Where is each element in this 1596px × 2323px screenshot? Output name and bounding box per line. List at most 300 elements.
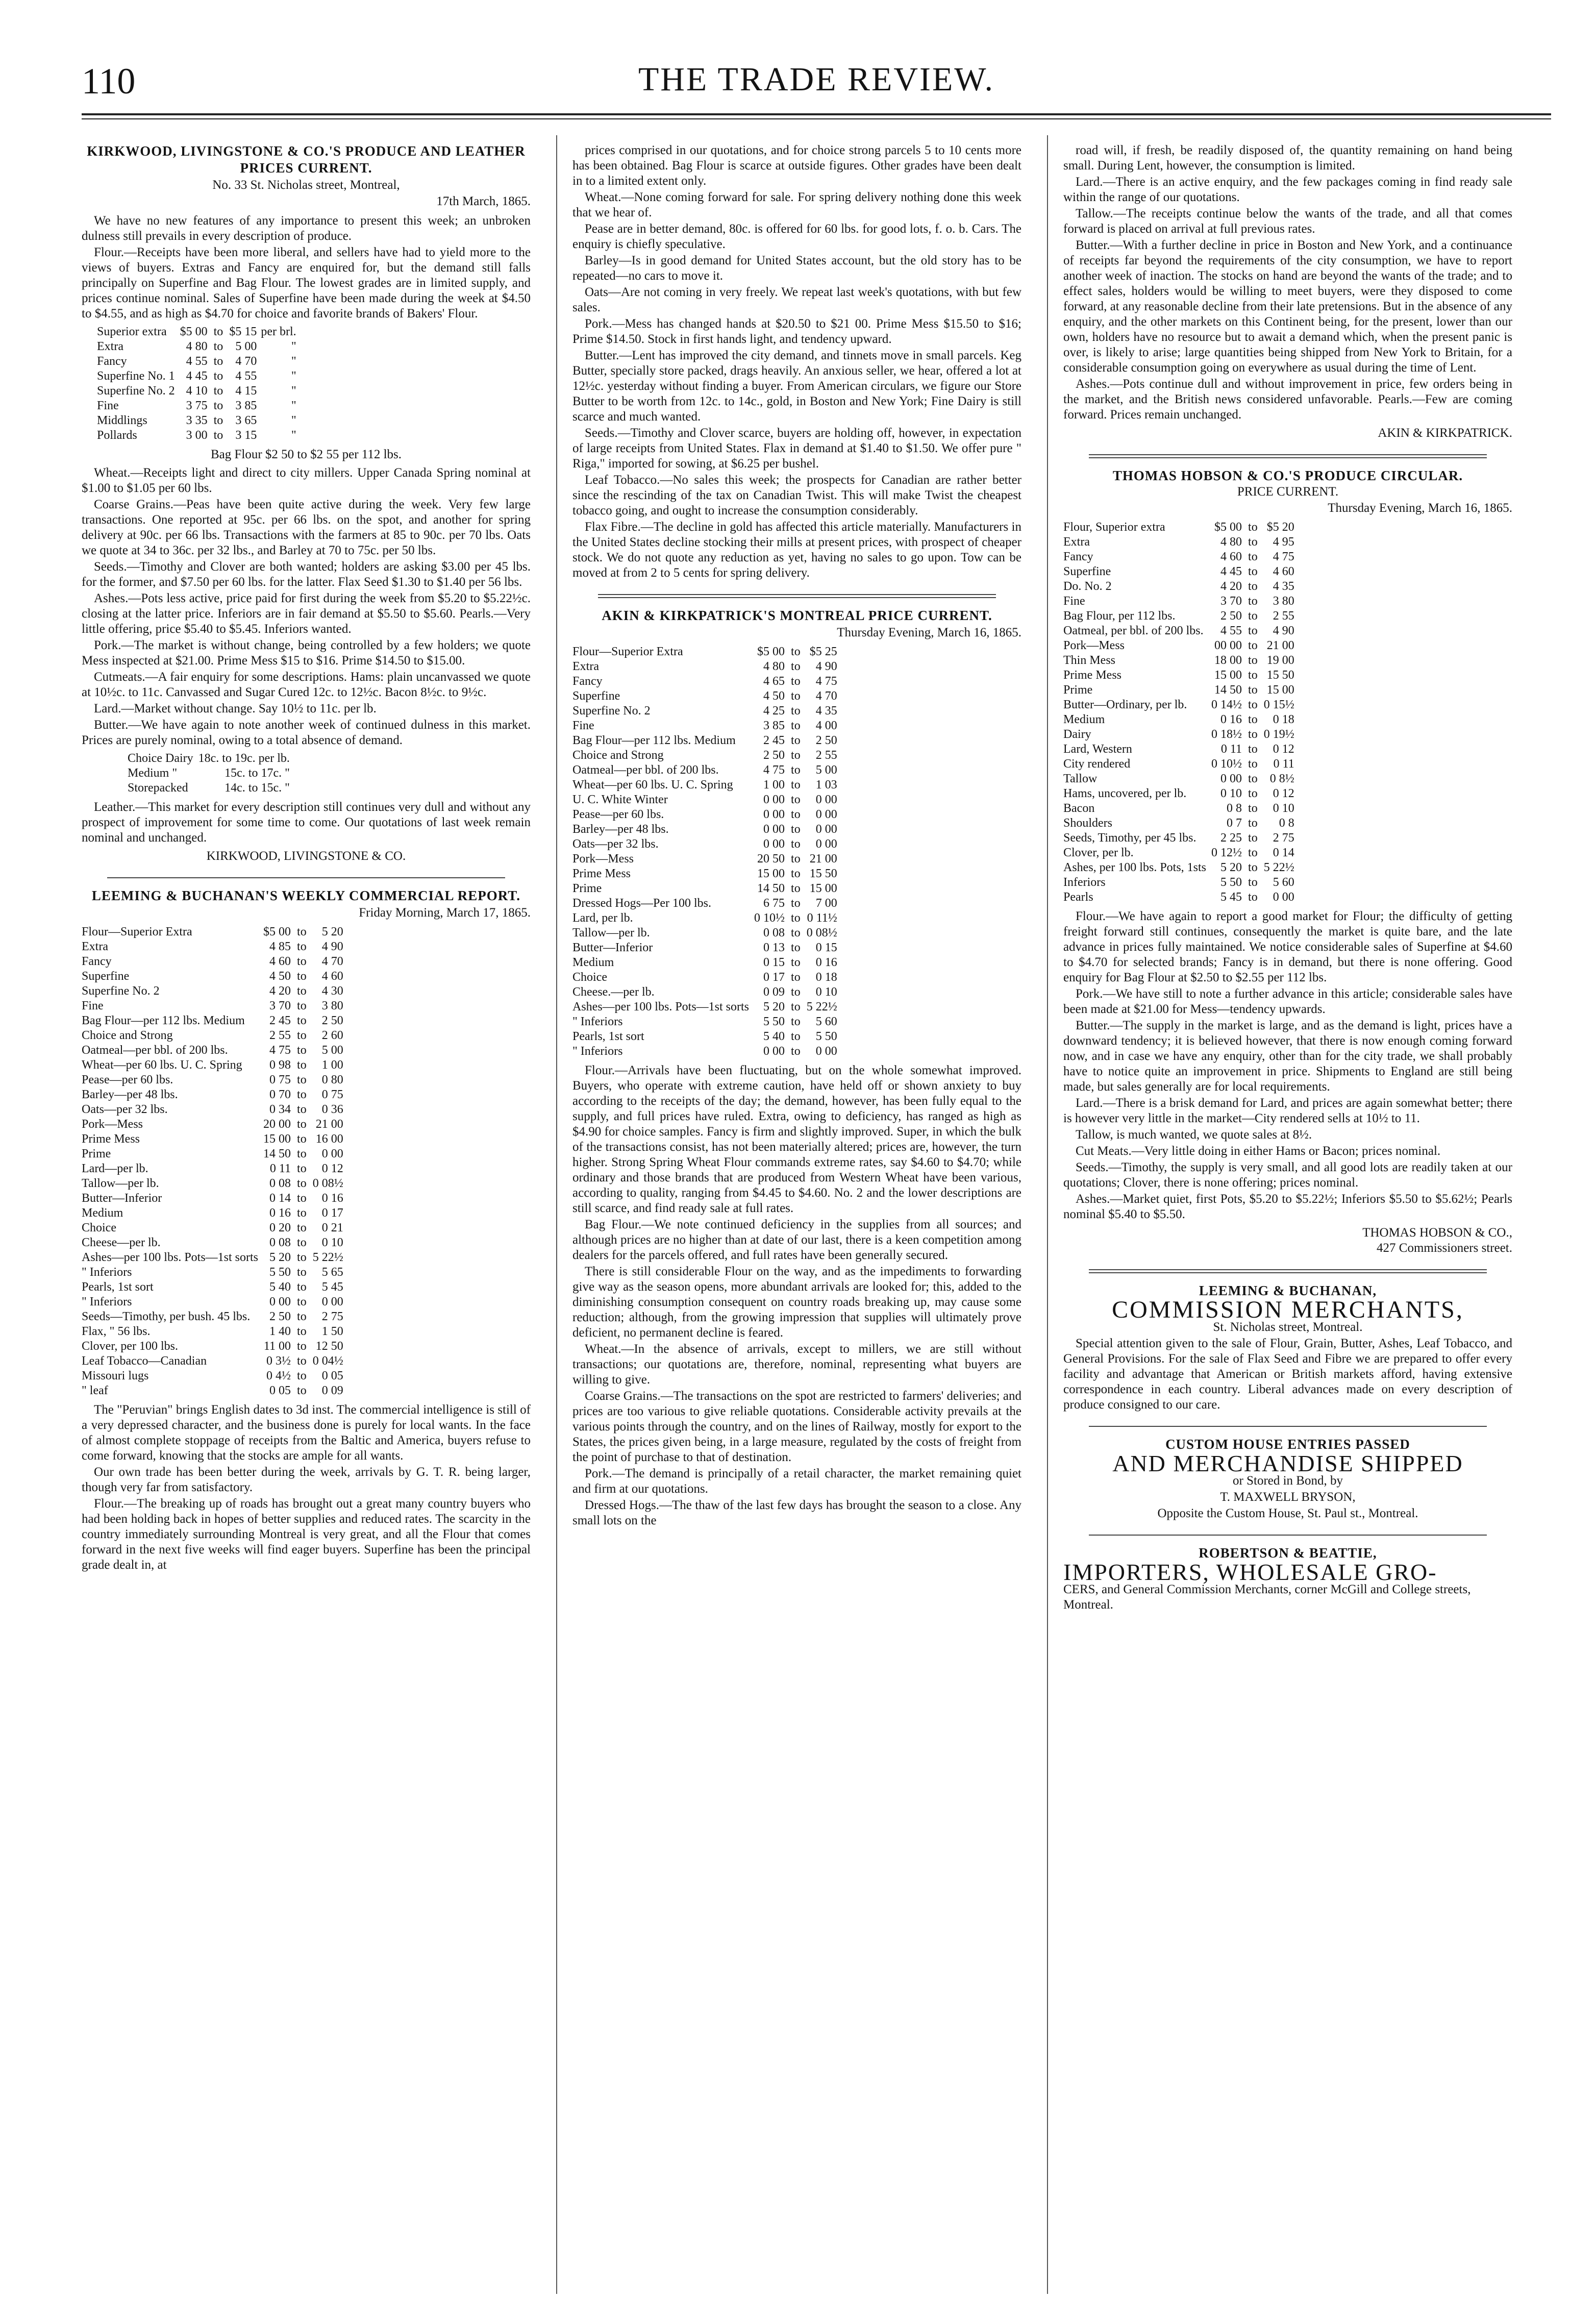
price-label: Pollards <box>97 429 137 442</box>
price-value: to <box>791 985 801 999</box>
price-value: to <box>297 999 307 1012</box>
price-value: to <box>1248 861 1258 874</box>
price-value: to <box>791 778 801 792</box>
price-label: Pease—per 60 lbs. <box>82 1073 173 1086</box>
price-value: 0 05 <box>269 1384 291 1397</box>
price-value: 3 70 <box>269 999 291 1012</box>
price-value: 0 14 <box>269 1192 291 1205</box>
price-value: 15 50 <box>809 867 837 880</box>
price-value: 0 00 <box>763 1045 785 1058</box>
price-value: to <box>791 1000 801 1014</box>
price-value: 21 00 <box>1266 639 1294 652</box>
price-label: " Inferiors <box>572 1045 623 1058</box>
price-value: to <box>297 1029 307 1042</box>
price-value: to <box>1248 698 1258 711</box>
price-row <box>572 689 839 704</box>
price-label: Flour—Superior Extra <box>82 925 192 938</box>
price-value: 2 25 <box>1220 831 1242 845</box>
price-value: to <box>213 325 223 338</box>
price-label: Superior extra <box>97 325 167 338</box>
akin-signature: AKIN & KIRKPATRICK. <box>1378 426 1512 440</box>
price-value: 0 00 <box>321 1147 343 1160</box>
paragraph: Pease are in better demand, 80c. is offered for 60 lbs. for good lots, f. o. b. Cars. The enquiry is chiefly speculative. <box>572 222 1021 251</box>
price-label: Flour, Superior extra <box>1063 521 1165 534</box>
price-label: Oatmeal—per bbl. of 200 lbs. <box>82 1044 228 1057</box>
leeming-ad-heading: LEEMING & BUCHANAN, <box>1199 1283 1377 1298</box>
leeming-report-date: Friday Morning, March 17, 1865. <box>359 906 531 920</box>
price-label: Flax, " 56 lbs. <box>82 1325 151 1338</box>
price-value: 0 4½ <box>266 1369 291 1382</box>
leeming-ad-address: St. Nicholas street, Montreal. <box>1213 1320 1363 1334</box>
price-value: to <box>297 1177 307 1190</box>
hobson-price-table <box>1063 520 1296 905</box>
price-label: Medium " <box>128 767 178 780</box>
separator <box>598 594 996 598</box>
price-label: Fine <box>82 999 104 1012</box>
price-row <box>1063 875 1296 890</box>
paragraph: Butter.—The supply in the market is large, and as the demand is light, prices have a downward tendency; it is believed however, that there is now enough coming forward now, and in case we have any enquiry, other than for the city trade, we shall probably have to notice quite an improvement in price. Shipments to England are still being made, but sales generally are for local requirements. <box>1063 1019 1512 1094</box>
price-value: 15 50 <box>1266 669 1294 682</box>
price-value: 5 00 <box>321 1044 343 1057</box>
header-rule-thin <box>82 118 1551 119</box>
price-value: 4 50 <box>763 689 785 703</box>
price-value: 4 95 <box>1273 535 1294 549</box>
price-value: 3 80 <box>1273 595 1294 608</box>
price-value: " <box>291 369 296 383</box>
paragraph: Lard.—Market without change. Say 10½ to 11c. per lb. <box>94 702 377 715</box>
price-value: 3 85 <box>235 399 257 412</box>
price-value: 5 00 <box>815 763 837 777</box>
price-label: Seeds, Timothy, per 45 lbs. <box>1063 831 1196 845</box>
price-value: 4 70 <box>235 355 257 368</box>
price-row <box>572 896 839 911</box>
paragraph: Oats—Are not coming in very freely. We repeat last week's quotations, with but few sales. <box>572 285 1021 314</box>
price-label: Barley—per 48 lbs. <box>82 1088 178 1101</box>
price-value: 0 05 <box>321 1369 343 1382</box>
price-value: 0 17 <box>763 971 785 984</box>
price-label: Clover, per lb. <box>1063 846 1134 859</box>
paragraph: Ashes.—Pots continue dull and without improvement in price, few orders being in the market, and the British news considered unfavorable. Pearls.—Few are coming forward. Prices remain unchanged. <box>1063 377 1512 422</box>
price-value: to <box>1248 639 1258 652</box>
price-value: 0 18½ <box>1211 728 1242 741</box>
price-value: 15 00 <box>1214 669 1242 682</box>
price-value: 2 50 <box>1220 609 1242 623</box>
price-row <box>82 1369 345 1383</box>
price-label: Dressed Hogs—Per 100 lbs. <box>572 897 711 910</box>
price-value: 0 04½ <box>312 1354 343 1368</box>
price-value: 15c. to 17c. " <box>225 767 290 780</box>
price-value: 7 00 <box>815 897 837 910</box>
leeming-report-continued <box>572 143 1021 581</box>
price-value: 14 50 <box>263 1147 291 1160</box>
price-value: 5 22½ <box>806 1000 837 1014</box>
price-value: 1 50 <box>321 1325 343 1338</box>
price-row <box>82 1309 345 1324</box>
price-row <box>572 881 839 896</box>
price-row <box>572 867 839 881</box>
price-label: Fancy <box>572 675 603 688</box>
price-value: 4 70 <box>815 689 837 703</box>
price-label: Fine <box>572 719 594 732</box>
price-label: Tallow <box>1063 772 1098 785</box>
akin-body-continued <box>1063 143 1512 423</box>
price-row <box>572 1000 839 1015</box>
price-value: 2 50 <box>321 1014 343 1027</box>
price-value: 0 00 <box>763 793 785 806</box>
kirkwood-leather: Leather.—This market for every description still continues very dull and without any prospect of improvement for some time to come. Our quotations of last week remain nominal and unchanged. <box>82 800 531 845</box>
price-value: 4 80 <box>1220 535 1242 549</box>
price-value: to <box>213 384 223 398</box>
price-value: 15 00 <box>757 867 785 880</box>
paragraph: Dressed Hogs.—The thaw of the last few days has brought the season to a close. Any small lots on the <box>572 1498 1021 1527</box>
price-value: to <box>791 882 801 895</box>
price-value: to <box>297 1206 307 1220</box>
price-value: to <box>791 852 801 866</box>
price-value: 0 80 <box>321 1073 343 1086</box>
hobson-body <box>1063 909 1512 1222</box>
price-label: Pearls <box>1063 891 1093 904</box>
price-value: 0 12 <box>321 1162 343 1175</box>
price-row <box>97 354 298 369</box>
paragraph: Tallow, is much wanted, we quote sales at 8½. <box>1076 1128 1312 1142</box>
price-value: to <box>297 1132 307 1146</box>
price-value: to <box>1248 580 1258 593</box>
price-row <box>82 999 345 1014</box>
price-value: to <box>297 1251 307 1264</box>
price-value: to <box>791 645 801 658</box>
price-row <box>1063 535 1296 550</box>
price-value: 5 65 <box>321 1266 343 1279</box>
price-value: 0 14½ <box>1211 698 1242 711</box>
price-value: to <box>791 689 801 703</box>
price-value: to <box>297 1088 307 1101</box>
price-label: Lard, Western <box>1063 743 1132 756</box>
price-value: 0 17 <box>321 1206 343 1220</box>
price-row <box>97 339 298 354</box>
price-value: to <box>213 399 223 412</box>
price-label: Pork—Mess <box>82 1118 143 1131</box>
paragraph: Seeds.—Timothy, the supply is very small, and all good lots are readily taken at our quotations; Clover, there is none offering; prices nominal. <box>1063 1160 1512 1190</box>
kirkwood-flour-table <box>97 325 298 443</box>
paragraph: Seeds.—Timothy and Clover are both wanted; holders are asking $3.00 per 45 lbs. for the former, and $7.50 per 60 lbs. for the latter. Flax Seed $1.30 to $1.40 per 56 lbs. <box>82 560 531 589</box>
price-label: Pearls, 1st sort <box>572 1030 644 1043</box>
price-value: to <box>791 808 801 821</box>
price-value: 0 15½ <box>1263 698 1294 711</box>
price-label: U. C. White Winter <box>572 793 668 806</box>
paragraph: Pork.—We have still to note a further advance in this article; considerable sales have been made at $21.00 for Mess—tendency upwards. <box>1063 987 1512 1016</box>
price-value: 4 10 <box>186 384 208 398</box>
price-label: Middlings <box>97 414 147 427</box>
column-middle <box>572 143 1021 1529</box>
price-row <box>1063 712 1296 727</box>
price-value: $5 25 <box>809 645 837 658</box>
page-header <box>82 57 1551 113</box>
price-row <box>1063 638 1296 653</box>
price-value: 3 35 <box>186 414 208 427</box>
price-value: 0 3½ <box>266 1354 291 1368</box>
price-label: Wheat—per 60 lbs. U. C. Spring <box>82 1058 242 1072</box>
price-value: to <box>297 1103 307 1116</box>
price-label: Fine <box>97 399 119 412</box>
price-value: to <box>1248 757 1258 771</box>
price-value: 5 40 <box>269 1280 291 1294</box>
price-value: 4 30 <box>321 984 343 998</box>
price-row <box>572 659 839 674</box>
price-label: Choice and Strong <box>82 1029 173 1042</box>
price-value: to <box>297 1369 307 1382</box>
price-value: to <box>297 1147 307 1160</box>
price-label: Prime <box>572 882 602 895</box>
price-value: to <box>1248 683 1258 697</box>
price-label: Extra <box>572 660 599 673</box>
paragraph: Wheat.—In the absence of arrivals, except to millers, we are still without transactions; our quotations are, therefore, nominal, representing what buyers are willing to give. <box>572 1342 1021 1387</box>
price-value: to <box>297 1384 307 1397</box>
price-label: Superfine No. 1 <box>97 369 175 383</box>
price-value: 0 15 <box>815 941 837 954</box>
price-row <box>1063 624 1296 638</box>
paragraph: Coarse Grains.—Peas have been quite active during the week. Very few large transactions. One reported at 95c. per 66 lbs. on the spot, and another for spring delivery at 90c. per 66 lbs. Transactions with the farmers at 85 to 90c. per 70 lbs. Oats we quote at 34 to 36c. per 32 lbs., and Barley at 70 to 75c. per 50 lbs. <box>82 498 531 557</box>
price-value: 0 75 <box>269 1073 291 1086</box>
price-row <box>572 970 839 985</box>
robertson-ad-heading: ROBERTSON & BEATTIE, <box>1199 1545 1377 1561</box>
paragraph: Leaf Tobacco.—No sales this week; the prospects for Canadian are rather better since the rescinding of the tax on Canadian Twist. This will make Twist the cheapest tobacco going, and ought to increase the consumption considerably. <box>572 473 1021 517</box>
price-value: to <box>791 675 801 688</box>
price-value: 3 65 <box>235 414 257 427</box>
paragraph: There is still considerable Flour on the way, and as the impediments to forwarding give way as the season opens, more abundant arrivals are looked for; this, added to the diminishing consumption consequent on country roads breaking up, may cause some reduction; although, from the growing impression that supplies will ultimately prove deficient, no permanent decline is feared. <box>572 1265 1021 1340</box>
separator <box>1089 1426 1487 1427</box>
price-row <box>82 1354 345 1369</box>
price-value: 0 34 <box>269 1103 291 1116</box>
price-row <box>1063 742 1296 757</box>
hobson-subtitle: PRICE CURRENT. <box>1237 485 1339 499</box>
price-label: Oats—per 32 lbs. <box>82 1103 168 1116</box>
price-row <box>572 1029 839 1044</box>
price-value: 0 08 <box>763 926 785 940</box>
price-row <box>572 837 839 852</box>
price-value: 4 60 <box>1220 550 1242 563</box>
price-label: Barley—per 48 lbs. <box>572 823 669 836</box>
price-row <box>128 781 292 796</box>
price-row <box>82 1014 345 1028</box>
price-value: 0 12½ <box>1211 846 1242 859</box>
price-value: 4 90 <box>1273 624 1294 637</box>
paragraph: Coarse Grains.—The transactions on the spot are restricted to farmers' deliveries; and prices are too various to give reliable quotations. Considerable activity prevails at the various points through the country, and on the lines of Railway, mostly for export to the States, the prices given being, in a large measure, regulated by the costs of freight from the point of purchase to that of destination. <box>572 1389 1021 1464</box>
price-label: Do. No. 2 <box>1063 580 1112 593</box>
robertson-ad-text: CERS, and General Commission Merchants, corner McGill and College streets, Montreal. <box>1063 1583 1471 1612</box>
price-label: Butter—Inferior <box>572 941 653 954</box>
price-row <box>82 1102 345 1117</box>
price-row <box>82 1162 345 1176</box>
price-value: 5 20 <box>321 925 343 938</box>
price-value: " <box>291 384 296 398</box>
price-row <box>82 1339 345 1354</box>
price-value: to <box>791 941 801 954</box>
price-row <box>1063 564 1296 579</box>
price-row <box>1063 698 1296 712</box>
price-label: Cheese—per lb. <box>82 1236 161 1249</box>
paragraph: Butter.—Lent has improved the city demand, and tinnets move in small parcels. Keg Butter, specially store packed, drags heavily. An anxious seller, we hear, offered a lot at 12½c. yesterday without finding a buyer. From American circulars, we figure our Store Butter to be worth from 12c. to 14c., gold, in Boston and New York; Fine Dairy is still scarce and much wanted. <box>572 349 1021 424</box>
price-label: Pearls, 1st sort <box>82 1280 154 1294</box>
price-row <box>1063 846 1296 860</box>
price-row <box>82 969 345 984</box>
price-value: 0 08½ <box>806 926 837 940</box>
paragraph: Pork.—The demand is principally of a retail character, the market remaining quiet and firm at our quotations. <box>572 1467 1021 1496</box>
price-label: Butter—Ordinary, per lb. <box>1063 698 1187 711</box>
price-value: to <box>1248 743 1258 756</box>
price-label: " Inferiors <box>82 1295 132 1308</box>
price-row <box>1063 594 1296 609</box>
price-label: Bag Flour, per 112 lbs. <box>1063 609 1176 623</box>
price-value: 4 60 <box>321 970 343 983</box>
paragraph: Wheat.—None coming forward for sale. For spring delivery nothing done this week that we hear of. <box>572 190 1021 219</box>
separator <box>107 877 505 878</box>
price-row <box>82 1221 345 1235</box>
price-value: 2 55 <box>269 1029 291 1042</box>
price-row <box>1063 860 1296 875</box>
price-label: Choice and Strong <box>572 749 664 762</box>
price-label: Lard, per lb. <box>572 911 633 925</box>
price-value: 18 00 <box>1214 654 1242 667</box>
price-label: Ashes—per 100 lbs. Pots—1st sorts <box>572 1000 750 1014</box>
price-value: 0 11 <box>1273 757 1294 771</box>
price-label: Flour—Superior Extra <box>572 645 683 658</box>
price-value: 0 16 <box>1220 713 1242 726</box>
price-row <box>1063 653 1296 668</box>
price-value: to <box>297 1236 307 1249</box>
hobson-signature: THOMAS HOBSON & CO., <box>1362 1226 1512 1240</box>
price-row <box>97 428 298 443</box>
price-row <box>82 1043 345 1058</box>
price-label: Fancy <box>97 355 127 368</box>
price-label: Bacon <box>1063 802 1095 815</box>
kirkwood-date: 17th March, 1865. <box>436 194 531 208</box>
price-value: to <box>297 1295 307 1308</box>
leeming-ad-text: Special attention given to the sale of Flour, Grain, Butter, Ashes, Leaf Tobacco, and General Provisions. For the sale of Flax Seed and Fibre we are prepared to offer every facility and advantage that American or British markets afford, having extensive correspondence in each country. Liberal advances made on every description of produce consigned to our care. <box>1063 1337 1512 1412</box>
publication-title: THE TRADE REVIEW. <box>638 61 995 98</box>
price-value: 0 00 <box>763 808 785 821</box>
price-label: Pease—per 60 lbs. <box>572 808 664 821</box>
leeming-report-body <box>82 1402 531 1573</box>
price-value: to <box>213 340 223 353</box>
price-value: 0 70 <box>269 1088 291 1101</box>
price-label: Ashes, per 100 lbs. Pots, 1sts <box>1063 861 1207 874</box>
price-value: to <box>1248 728 1258 741</box>
price-value: to <box>297 984 307 998</box>
price-value: 5 22½ <box>1263 861 1294 874</box>
price-value: 4 20 <box>1220 580 1242 593</box>
price-row <box>572 852 839 867</box>
price-value: to <box>791 793 801 806</box>
kirkwood-title: KIRKWOOD, LIVINGSTONE & CO.'S PRODUCE AND LEATHER PRICES CURRENT. <box>87 143 526 176</box>
price-value: $5 00 <box>757 645 785 658</box>
price-value: 0 00 <box>1220 772 1242 785</box>
price-value: 0 8 <box>1279 817 1294 830</box>
hobson-title: THOMAS HOBSON & CO.'S PRODUCE CIRCULAR. <box>1112 468 1463 483</box>
price-label: Superfine No. 2 <box>572 704 651 718</box>
price-label: Oatmeal—per bbl. of 200 lbs. <box>572 763 719 777</box>
price-value: to <box>1248 654 1258 667</box>
price-value: 0 08 <box>269 1177 291 1190</box>
price-value: 4 75 <box>269 1044 291 1057</box>
paragraph: Wheat.—Receipts light and direct to city millers. Upper Canada Spring nominal at $1.00 to $1.05 per 60 lbs. <box>82 466 531 495</box>
price-row <box>1063 757 1296 772</box>
price-value: to <box>297 1044 307 1057</box>
price-value: 0 11 <box>269 1162 291 1175</box>
price-label: Extra <box>1063 535 1090 549</box>
price-row <box>82 1058 345 1073</box>
price-value: 0 12 <box>1273 787 1294 800</box>
price-value: 3 00 <box>186 429 208 442</box>
price-value: to <box>1248 817 1258 830</box>
price-value: to <box>791 749 801 762</box>
price-value: 0 00 <box>321 1295 343 1308</box>
price-row <box>1063 816 1296 831</box>
price-value: 14 50 <box>1214 683 1242 697</box>
price-label: Prime <box>1063 683 1093 697</box>
price-value: 12 50 <box>315 1340 343 1353</box>
price-row <box>82 1383 345 1398</box>
price-value: 5 45 <box>1220 891 1242 904</box>
price-row <box>572 674 839 689</box>
price-value: to <box>791 719 801 732</box>
price-row <box>82 954 345 969</box>
price-row <box>82 925 345 940</box>
leeming-ad-headline: COMMISSION MERCHANTS, <box>1112 1296 1464 1323</box>
price-value: 0 13 <box>763 941 785 954</box>
price-row <box>572 941 839 955</box>
custom-ad-line2: T. MAXWELL BRYSON, <box>1220 1490 1356 1504</box>
price-row <box>1063 683 1296 698</box>
price-value: 0 00 <box>815 793 837 806</box>
separator <box>1089 1269 1487 1273</box>
price-value: 0 08½ <box>312 1177 343 1190</box>
custom-ad-heading: CUSTOM HOUSE ENTRIES PASSED <box>1165 1437 1410 1452</box>
price-label: Prime Mess <box>82 1132 140 1146</box>
price-label: Oatmeal, per bbl. of 200 lbs. <box>1063 624 1204 637</box>
price-value: per brl. <box>261 325 296 338</box>
price-value: " <box>291 399 296 412</box>
price-label: Wheat—per 60 lbs. U. C. Spring <box>572 778 733 792</box>
price-label: Shoulders <box>1063 817 1112 830</box>
price-row <box>1063 801 1296 816</box>
price-label: Missouri lugs <box>82 1369 149 1382</box>
price-value: " <box>291 414 296 427</box>
price-label: Clover, per 100 lbs. <box>82 1340 179 1353</box>
price-value: 20 00 <box>263 1118 291 1131</box>
price-value: 20 50 <box>757 852 785 866</box>
price-label: " Inferiors <box>572 1015 623 1028</box>
price-label: Medium <box>1063 713 1105 726</box>
price-value: 4 50 <box>269 970 291 983</box>
price-value: 0 10½ <box>754 911 785 925</box>
paragraph: Our own trade has been better during the week, arrivals by G. T. R. being larger, though very far from satisfactory. <box>82 1465 531 1494</box>
price-value: to <box>791 1030 801 1043</box>
price-value: to <box>1248 535 1258 549</box>
kirkwood-butter-table <box>128 751 292 796</box>
price-label: Oats—per 32 lbs. <box>572 837 659 851</box>
price-row <box>97 369 298 384</box>
price-value: to <box>1248 831 1258 845</box>
akin-title: AKIN & KIRKPATRICK'S MONTREAL PRICE CURRENT. <box>602 608 992 623</box>
price-label: Superfine No. 2 <box>97 384 175 398</box>
paragraph: Butter.—We have again to note another week of continued dulness in this market. Prices are purely nominal, owing to a total absence of demand. <box>82 718 531 747</box>
price-value: to <box>297 970 307 983</box>
price-value: 0 10 <box>321 1236 343 1249</box>
price-value: 0 10 <box>815 985 837 999</box>
price-value: 5 50 <box>1220 876 1242 889</box>
price-value: 5 50 <box>815 1030 837 1043</box>
price-value: 5 40 <box>763 1030 785 1043</box>
